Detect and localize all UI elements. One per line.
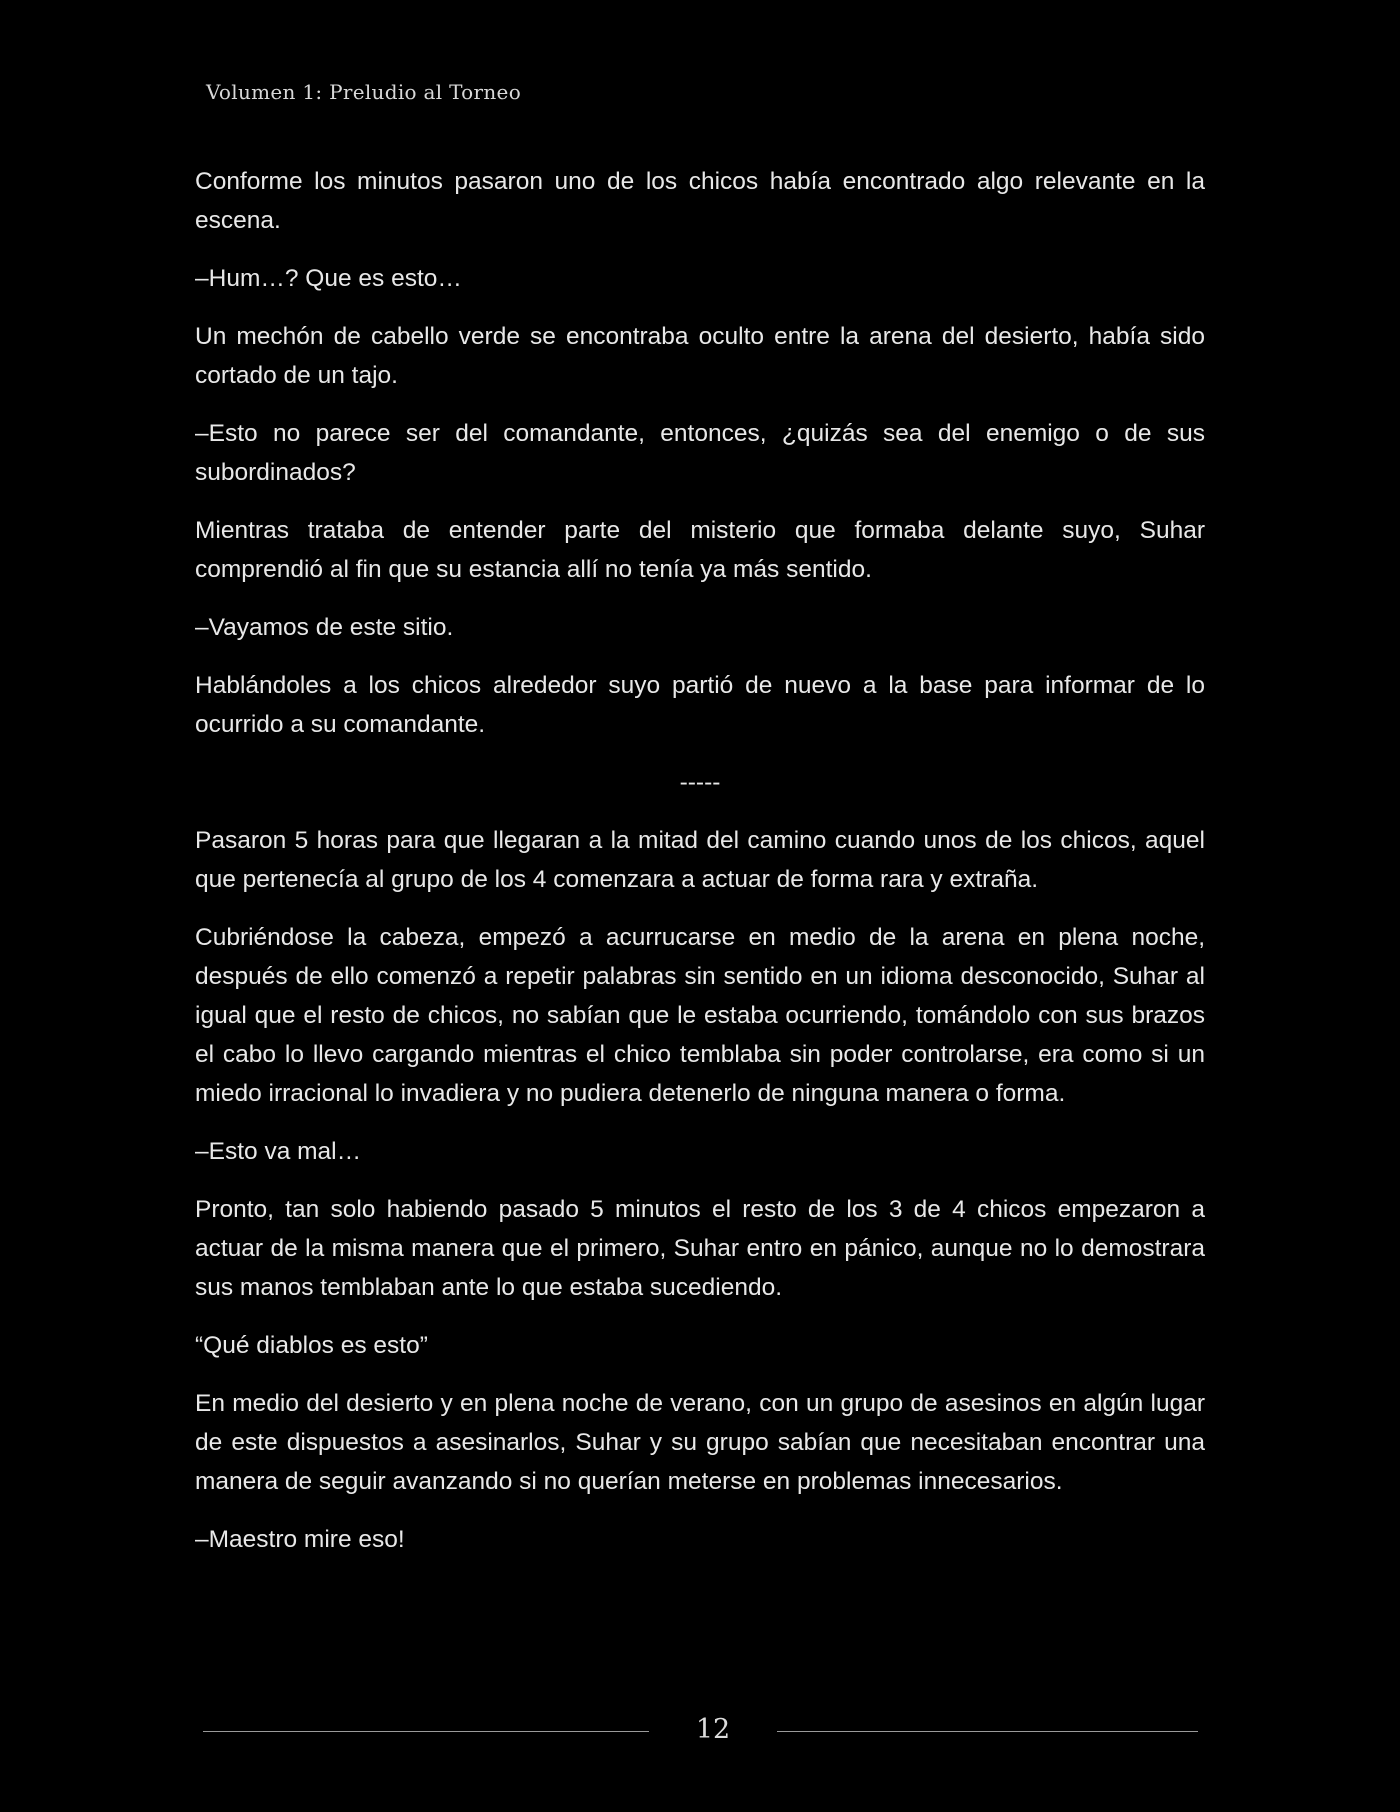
paragraph: En medio del desierto y en plena noche de verano, con un grupo de asesinos en algún lugar de este dispuestos a asesinarlos, Suhar y su grupo sabían que necesitaban encontrar una manera de seguir avanzando si no querían meterse en problemas innecesarios. — [195, 1390, 1205, 1495]
paragraph: Un mechón de cabello verde se encontraba oculto entre la arena del desierto, había sido cortado de un tajo. — [195, 323, 1205, 389]
paragraph: Pasaron 5 horas para que llegaran a la mitad del camino cuando unos de los chicos, aquel que pertenecía al grupo de los 4 comenzara a actuar de forma rara y extraña. — [195, 827, 1205, 893]
footer-rule-left — [203, 1731, 649, 1732]
running-header: Volumen 1: Preludio al Torneo — [206, 80, 522, 104]
dialogue-line: –Esto no parece ser del comandante, entonces, ¿quizás sea del enemigo o de sus subordinados? — [195, 420, 1205, 486]
paragraph: Pronto, tan solo habiendo pasado 5 minutos el resto de los 3 de 4 chicos empezaron a actuar de la misma manera que el primero, Suhar entro en pánico, aunque no lo demostrara sus manos temblaban ante lo que estaba sucediendo. — [195, 1196, 1205, 1301]
page-number: 12 — [695, 1714, 731, 1745]
page-footer — [203, 1714, 1198, 1748]
dialogue-line: –Maestro mire eso! — [195, 1526, 405, 1553]
paragraph: Mientras trataba de entender parte del misterio que formaba delante suyo, Suhar comprendió al fin que su estancia allí no tenía ya más sentido. — [195, 517, 1205, 583]
footer-rule-right — [777, 1731, 1198, 1732]
dialogue-line: –Esto va mal… — [195, 1138, 362, 1165]
paragraph: Conforme los minutos pasaron uno de los chicos había encontrado algo relevante en la escena. — [195, 168, 1205, 234]
page-body — [195, 162, 1205, 1578]
dialogue-line: –Vayamos de este sitio. — [195, 614, 454, 641]
dialogue-line: –Hum…? Que es esto… — [195, 265, 462, 292]
scene-separator: ----- — [679, 769, 721, 796]
thought-line: “Qué diablos es esto” — [195, 1332, 428, 1359]
paragraph: Hablándoles a los chicos alrededor suyo partió de nuevo a la base para informar de lo ocurrido a su comandante. — [195, 672, 1205, 738]
paragraph: Cubriéndose la cabeza, empezó a acurrucarse en medio de la arena en plena noche, después de ello comenzó a repetir palabras sin sentido en un idioma desconocido, Suhar al igual que el resto de chicos, no sabían que le estaba ocurriendo, tomándolo con sus brazos el cabo lo llevo cargando mientras el chico temblaba sin poder controlarse, era como si un miedo irracional lo invadiera y no pudiera detenerlo de ninguna manera o forma. — [195, 924, 1205, 1107]
